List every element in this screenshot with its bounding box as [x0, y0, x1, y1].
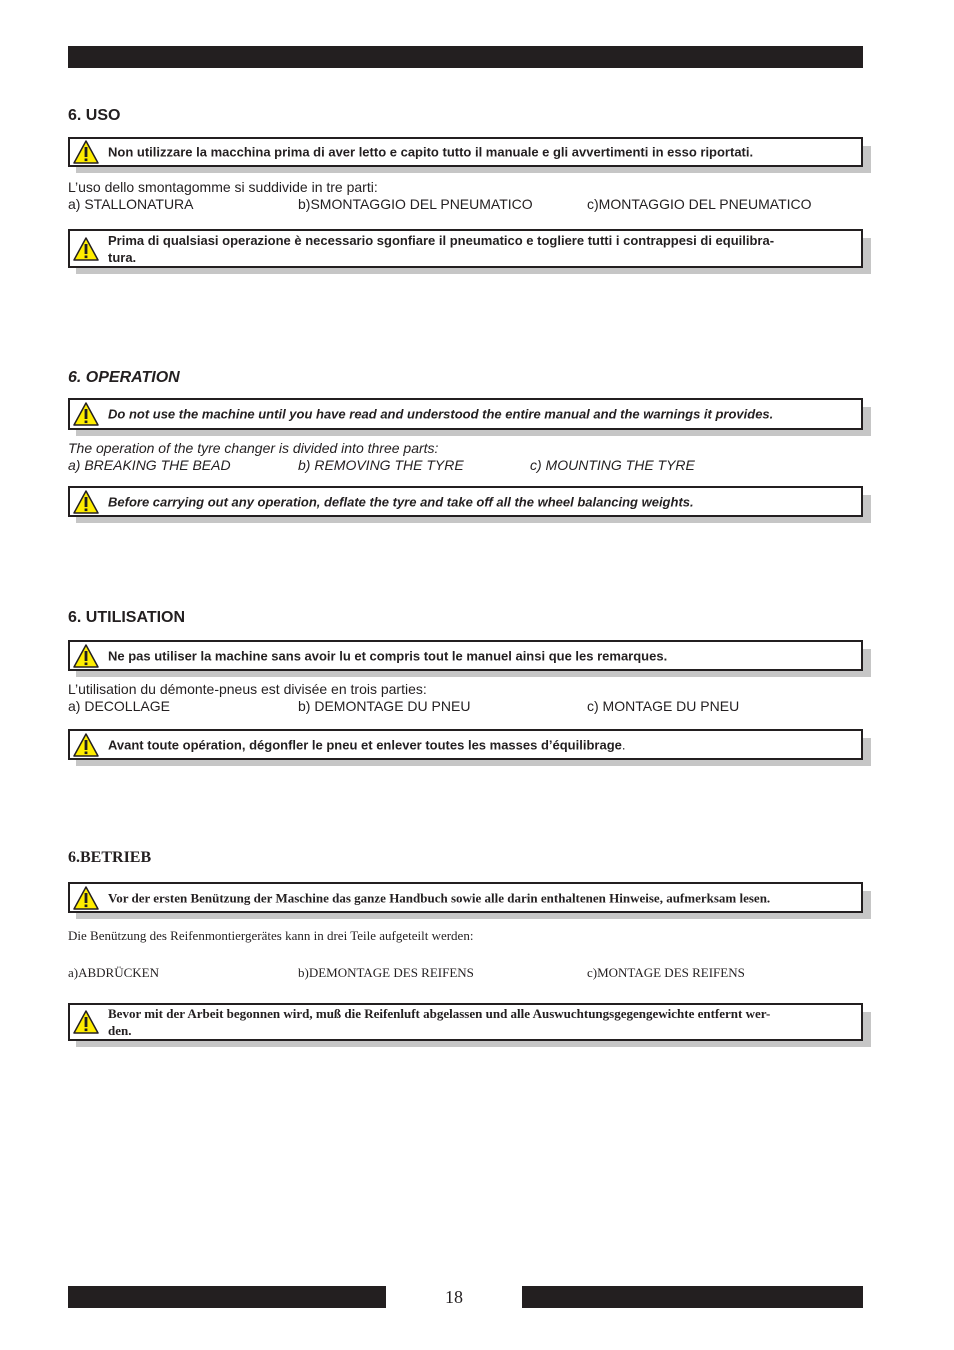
warning-line-1: Prima di qualsiasi operazione è necessario sgonfiare il pneumatico e togliere tutti i contrappesi di equilibra- — [108, 232, 775, 248]
warning-triangle-icon — [72, 643, 100, 669]
warning-triangle-icon — [72, 489, 100, 515]
part-b-it: b)SMONTAGGIO DEL PNEUMATICO — [298, 196, 533, 212]
warning-box-en-2 — [68, 486, 863, 517]
warning-triangle-icon — [72, 236, 100, 262]
part-a-fr: a) DECOLLAGE — [68, 698, 170, 714]
part-c-it: c)MONTAGGIO DEL PNEUMATICO — [587, 196, 812, 212]
warning-line-2: tura. — [108, 249, 137, 265]
warning-text — [108, 1005, 853, 1039]
footer-bar-left — [68, 1286, 386, 1308]
warning-triangle-icon — [72, 139, 100, 165]
warning-text — [108, 232, 853, 266]
intro-text-it: L’uso dello smontagomme si suddivide in tre parti: — [68, 179, 378, 195]
warning-text: Before carrying out any operation, deflate the tyre and take off all the wheel balancing weights. — [108, 494, 694, 509]
warning-line-1: Bevor mit der Arbeit begonnen wird, muß die Reifenluft abgelassen und alle Auswuchtungsgegengewichte entfernt wer- — [108, 1006, 771, 1021]
warning-box-fr-2 — [68, 729, 863, 760]
section-heading-it: 6. USO — [68, 107, 121, 124]
warning-box-it-1 — [68, 137, 863, 167]
intro-text-de: Die Benützung des Reifenmontiergerätes kann in drei Teile aufgeteilt werden: — [68, 928, 474, 943]
section-heading-de: 6.BETRIEB — [68, 849, 152, 866]
part-b-fr: b) DEMONTAGE DU PNEU — [298, 698, 471, 714]
part-a-de: a)ABDRÜCKEN — [68, 965, 159, 980]
warning-box-de-1 — [68, 882, 863, 913]
warning-text: Ne pas utiliser la machine sans avoir lu et compris tout le manuel ainsi que les remarques. — [108, 648, 668, 663]
intro-text-fr: L’utilisation du démonte-pneus est divisée en trois parties: — [68, 681, 427, 697]
part-c-fr: c) MONTAGE DU PNEU — [587, 698, 740, 714]
warning-text: Do not use the machine until you have read and understood the entire manual and the warnings it provides. — [108, 406, 774, 422]
warning-box-it-2 — [68, 229, 863, 268]
warning-text — [108, 736, 853, 753]
warning-box-en-1 — [68, 398, 863, 430]
header-bar — [68, 46, 863, 68]
part-c-de: c)MONTAGE DES REIFENS — [587, 965, 745, 980]
warning-triangle-icon — [72, 401, 100, 427]
intro-text-en: The operation of the tyre changer is divided into three parts: — [68, 440, 439, 456]
warning-line-2: den. — [108, 1023, 132, 1038]
warning-box-fr-1 — [68, 640, 863, 671]
warning-text-bold: Avant toute opération, dégonfler le pneu et enlever toutes les masses d’équilibrage — [108, 737, 622, 752]
warning-text: Vor der ersten Benützung der Maschine das ganze Handbuch sowie alle darin enthaltenen Hinweise, aufmerksam lesen. — [108, 890, 771, 905]
page-number: 18 — [445, 1287, 463, 1307]
warning-triangle-icon — [72, 885, 100, 911]
part-b-en: b) REMOVING THE TYRE — [298, 457, 464, 473]
part-b-de: b)DEMONTAGE DES REIFENS — [298, 965, 474, 980]
warning-text: Non utilizzare la macchina prima di aver letto e capito tutto il manuale e gli avvertimenti in esso riportati. — [108, 144, 754, 160]
warning-box-de-2 — [68, 1003, 863, 1041]
section-heading-fr: 6. UTILISATION — [68, 609, 186, 626]
footer-bar-right — [522, 1286, 863, 1308]
part-a-en: a) BREAKING THE BEAD — [68, 457, 231, 473]
warning-text-end: . — [621, 737, 626, 752]
warning-triangle-icon — [72, 1009, 100, 1035]
part-c-en: c) MOUNTING THE TYRE — [530, 457, 695, 473]
section-heading-en: 6. OPERATION — [68, 369, 180, 386]
warning-triangle-icon — [72, 732, 100, 758]
part-a-it: a) STALLONATURA — [68, 196, 194, 212]
